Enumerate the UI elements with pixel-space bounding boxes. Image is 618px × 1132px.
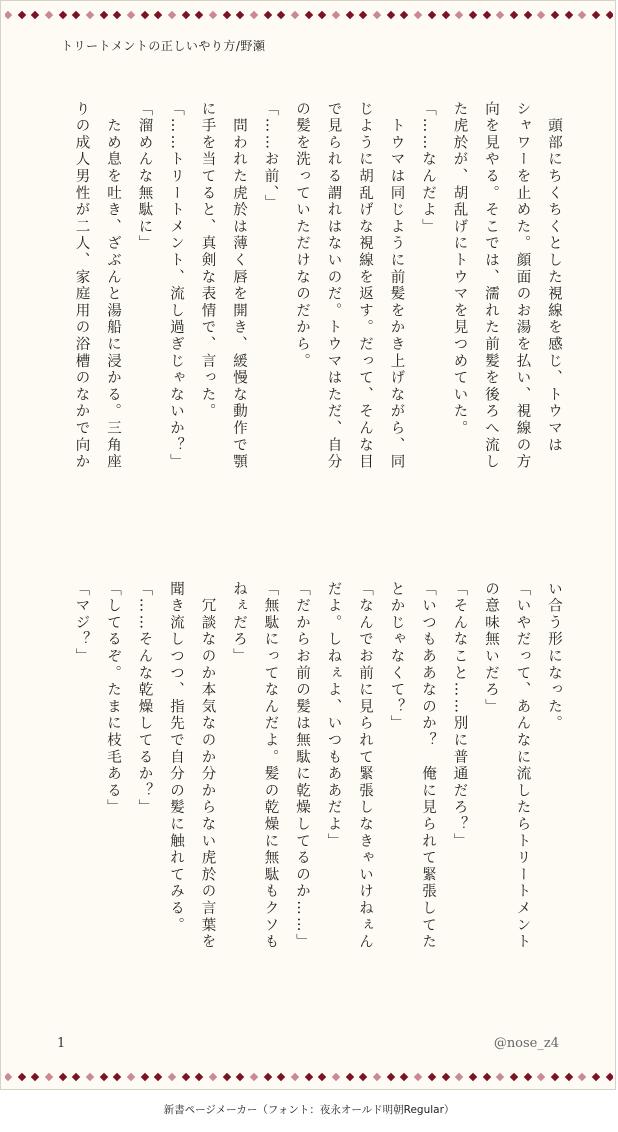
ornament-diamond-icon bbox=[441, 11, 449, 19]
top-ornament-border bbox=[5, 5, 613, 25]
ornament-diamond-icon bbox=[264, 11, 272, 19]
ornament-diamond-icon bbox=[223, 11, 231, 19]
ornament-diamond-icon bbox=[441, 1073, 449, 1081]
ornament-diamond-icon bbox=[482, 11, 490, 19]
ornament-diamond-icon bbox=[154, 11, 162, 19]
author-handle: @nose_z4 bbox=[493, 1036, 559, 1051]
ornament-diamond-icon bbox=[72, 11, 80, 19]
ornament-diamond-icon bbox=[250, 1073, 258, 1081]
ornament-diamond-icon bbox=[551, 11, 559, 19]
ornament-diamond-icon bbox=[45, 1073, 53, 1081]
ornament-diamond-icon bbox=[277, 1073, 285, 1081]
ornament-diamond-icon bbox=[127, 11, 135, 19]
ornament-diamond-icon bbox=[195, 1073, 203, 1081]
ornament-diamond-icon bbox=[113, 11, 121, 19]
ornament-diamond-icon bbox=[17, 1073, 25, 1081]
ornament-diamond-icon bbox=[58, 1073, 66, 1081]
ornament-diamond-icon bbox=[86, 11, 94, 19]
ornament-diamond-icon bbox=[564, 1073, 572, 1081]
ornament-diamond-icon bbox=[31, 1073, 39, 1081]
ornament-diamond-icon bbox=[510, 1073, 518, 1081]
ornament-diamond-icon bbox=[291, 1073, 299, 1081]
ornament-diamond-icon bbox=[414, 11, 422, 19]
ornament-diamond-icon bbox=[346, 11, 354, 19]
ornament-diamond-icon bbox=[387, 1073, 395, 1081]
ornament-diamond-icon bbox=[359, 1073, 367, 1081]
ornament-diamond-icon bbox=[400, 1073, 408, 1081]
ornament-diamond-icon bbox=[236, 1073, 244, 1081]
ornament-diamond-icon bbox=[223, 1073, 231, 1081]
ornament-diamond-icon bbox=[58, 11, 66, 19]
ornament-diamond-icon bbox=[455, 11, 463, 19]
ornament-diamond-icon bbox=[318, 1073, 326, 1081]
ornament-diamond-icon bbox=[45, 11, 53, 19]
ornament-diamond-icon bbox=[428, 1073, 436, 1081]
page-header-title: トリートメントの正しいやり方/野瀬 bbox=[61, 39, 266, 53]
ornament-diamond-icon bbox=[168, 11, 176, 19]
ornament-diamond-icon bbox=[305, 11, 313, 19]
ornament-diamond-icon bbox=[578, 11, 586, 19]
bottom-ornament-border bbox=[5, 1067, 613, 1087]
body-text-lower: い合う形になった。 「いやだって、あんなに流したらトリートメント の意味無いだろ」 「そんなこと……別に普通だろ？」 「いつもああなのか？ 俺に見られて緊張してた とかじゃなくて？」 「なんでお前に見られて緊張しなきゃいけねぇん だよ。しねぇよ、いつもああだよ」 「だからお前の髪は無駄に乾燥してるのか……」 「無駄にってなんだよ。髪の乾燥に無駄もクソも ねぇだろ」 冗談なのか本気なのか分からない虎於の言葉を 聞き流しつつ、指先で自分の髪に触れてみる。 「……そんな乾燥してるか？」 「してるぞ。たまに枝毛ある」 「マジ？」 bbox=[73, 581, 562, 951]
ornament-diamond-icon bbox=[86, 1073, 94, 1081]
ornament-diamond-icon bbox=[578, 1073, 586, 1081]
ornament-diamond-icon bbox=[523, 11, 531, 19]
ornament-diamond-icon bbox=[305, 1073, 313, 1081]
ornament-diamond-icon bbox=[332, 11, 340, 19]
ornament-diamond-icon bbox=[564, 11, 572, 19]
ornament-diamond-icon bbox=[127, 1073, 135, 1081]
ornament-diamond-icon bbox=[5, 1073, 12, 1081]
ornament-diamond-icon bbox=[469, 1073, 477, 1081]
ornament-diamond-icon bbox=[236, 11, 244, 19]
ornament-diamond-icon bbox=[181, 1073, 189, 1081]
ornament-diamond-icon bbox=[250, 11, 258, 19]
ornament-diamond-icon bbox=[72, 1073, 80, 1081]
ornament-diamond-icon bbox=[510, 11, 518, 19]
ornament-diamond-icon bbox=[551, 1073, 559, 1081]
ornament-diamond-icon bbox=[496, 11, 504, 19]
ornament-diamond-icon bbox=[428, 11, 436, 19]
ornament-diamond-icon bbox=[154, 1073, 162, 1081]
ornament-diamond-icon bbox=[140, 11, 148, 19]
ornament-diamond-icon bbox=[277, 11, 285, 19]
ornament-diamond-icon bbox=[373, 11, 381, 19]
ornament-diamond-icon bbox=[605, 1073, 613, 1081]
ornament-diamond-icon bbox=[209, 1073, 217, 1081]
ornament-diamond-icon bbox=[537, 11, 545, 19]
ornament-diamond-icon bbox=[537, 1073, 545, 1081]
ornament-diamond-icon bbox=[318, 11, 326, 19]
ornament-diamond-icon bbox=[168, 1073, 176, 1081]
ornament-diamond-icon bbox=[113, 1073, 121, 1081]
ornament-diamond-icon bbox=[400, 11, 408, 19]
page-number: 1 bbox=[57, 1036, 66, 1051]
generator-caption: 新書ページメーカー（フォント：夜永オールド明朝Regular） bbox=[163, 1104, 455, 1116]
ornament-diamond-icon bbox=[99, 11, 107, 19]
ornament-diamond-icon bbox=[264, 1073, 272, 1081]
ornament-diamond-icon bbox=[592, 11, 600, 19]
ornament-diamond-icon bbox=[332, 1073, 340, 1081]
ornament-diamond-icon bbox=[482, 1073, 490, 1081]
ornament-diamond-icon bbox=[181, 11, 189, 19]
ornament-diamond-icon bbox=[140, 1073, 148, 1081]
ornament-diamond-icon bbox=[592, 1073, 600, 1081]
ornament-diamond-icon bbox=[496, 1073, 504, 1081]
body-text-upper: 頭部にちくちくとした視線を感じ、トウマは シャワーを止めた。顔面のお湯を払い、視線の方 向を見やる。そこでは、濡れた前髪を後ろへ流し た虎於が、胡乱げにトウマを見つめていた。 「……なんだよ」 トウマは同じように前髪をかき上げながら、同 じように胡乱げな視線を返す。だって、そんな目 で見られる謂れはないのだ。トウマはただ、自分 の髪を洗っていただけなのだから。 「……お前、」 問われた虎於は薄く唇を開き、緩慢な動作で顎 に手を当てると、真剣な表情で、言った。 「……トリートメント、流し過ぎじゃないか？」 「溜めんな無駄に」 ため息を吐き、ざぶんと湯船に浸かる。三角座 りの成人男性が二人、家庭用の浴槽のなかで向か bbox=[73, 101, 562, 471]
ornament-diamond-icon bbox=[5, 11, 12, 19]
ornament-diamond-icon bbox=[346, 1073, 354, 1081]
ornament-diamond-icon bbox=[523, 1073, 531, 1081]
ornament-diamond-icon bbox=[373, 1073, 381, 1081]
ornament-diamond-icon bbox=[455, 1073, 463, 1081]
ornament-diamond-icon bbox=[195, 11, 203, 19]
ornament-diamond-icon bbox=[99, 1073, 107, 1081]
ornament-diamond-icon bbox=[31, 11, 39, 19]
ornament-diamond-icon bbox=[359, 11, 367, 19]
ornament-diamond-icon bbox=[605, 11, 613, 19]
ornament-diamond-icon bbox=[469, 11, 477, 19]
ornament-diamond-icon bbox=[387, 11, 395, 19]
ornament-diamond-icon bbox=[209, 11, 217, 19]
ornament-diamond-icon bbox=[17, 11, 25, 19]
ornament-diamond-icon bbox=[414, 1073, 422, 1081]
ornament-diamond-icon bbox=[291, 11, 299, 19]
